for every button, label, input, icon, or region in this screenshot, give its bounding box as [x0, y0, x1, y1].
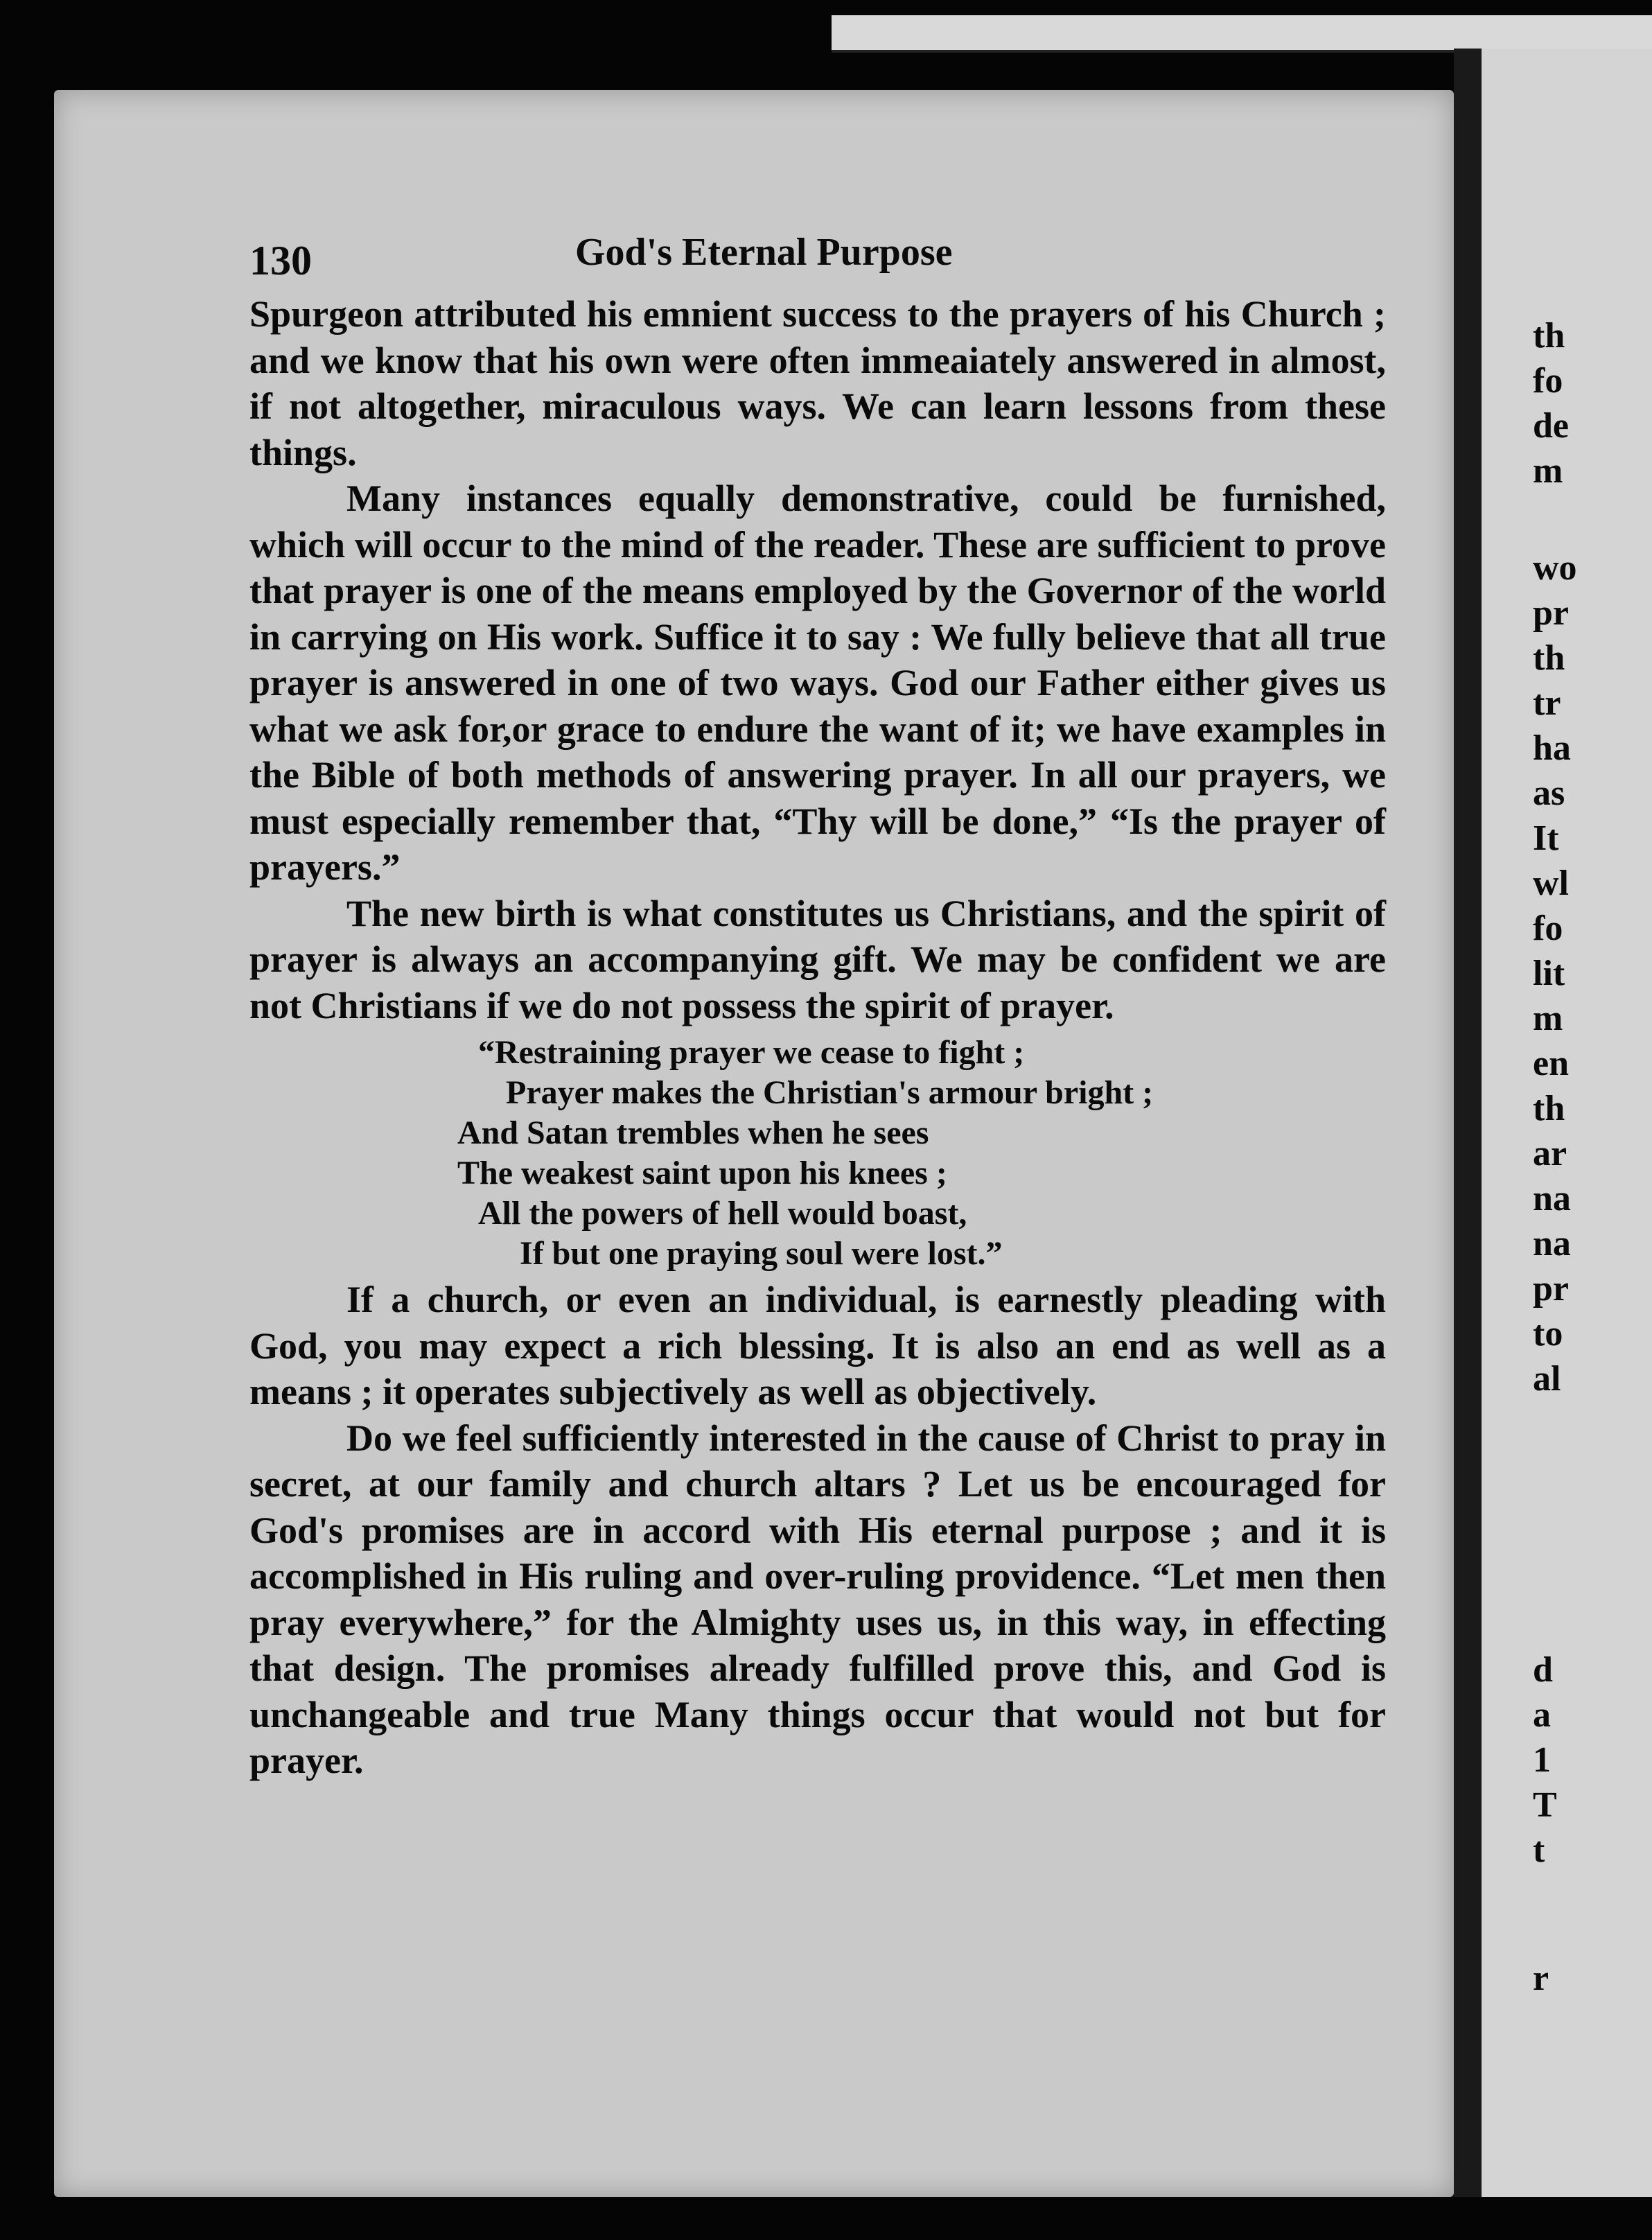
facing-fragment: fo — [1533, 909, 1563, 948]
facing-fragment: pr — [1533, 593, 1569, 633]
facing-fragment: na — [1533, 1179, 1571, 1218]
facing-fragment: m — [1533, 451, 1563, 491]
facing-fragment: pr — [1533, 1269, 1569, 1309]
poem-line: If but one praying soul were lost.” — [520, 1235, 1003, 1272]
facing-fragment: T — [1533, 1785, 1557, 1825]
book-gutter — [1454, 49, 1482, 2197]
facing-fragment: wo — [1533, 548, 1577, 588]
next-page-top-edge — [832, 15, 1652, 53]
facing-fragment: It — [1533, 819, 1559, 858]
facing-fragment: as — [1533, 773, 1565, 813]
paragraph: Many instances equally demonstrative, could be furnished, which will occur to the mind of the reader. These are sufficient to prove that prayer is one of the means employed by the Governor of the world in carrying on His work. Suffice it to say : We fully believe that all true prayer is answered in one of two ways. God our Father either gives us what we ask for,or grace to endure the want of it; we have examples in the Bible of both methods of answering prayer. In all our prayers, we must especially remember that, “Thy will be done,” “Is the prayer of prayers.” — [249, 478, 1386, 888]
poem-line: And Satan trembles when he sees — [457, 1114, 929, 1151]
facing-fragment: na — [1533, 1224, 1571, 1263]
facing-fragment: wl — [1533, 864, 1569, 903]
facing-fragment: en — [1533, 1044, 1569, 1083]
facing-fragment: r — [1533, 1959, 1549, 1998]
facing-fragment: th — [1533, 316, 1565, 356]
facing-fragment: tr — [1533, 683, 1561, 723]
poem-line: The weakest saint upon his knees ; — [457, 1155, 947, 1191]
facing-fragment: 1 — [1533, 1740, 1551, 1780]
facing-fragment: m — [1533, 999, 1563, 1038]
paragraph: If a church, or even an individual, is earnestly pleading with God, you may expect a rich blessing. It is also an end as well as a means ; it operates subjectively as well as objectively. — [249, 1279, 1386, 1412]
facing-fragment: t — [1533, 1830, 1545, 1870]
facing-fragment: de — [1533, 406, 1569, 446]
facing-fragment: lit — [1533, 954, 1565, 993]
facing-fragment: al — [1533, 1359, 1561, 1399]
paragraph: The new birth is what constitutes us Christians, and the spirit of prayer is always an accompanying gift. We may be confident we are not Christians if we do not possess the spirit of prayer. — [249, 892, 1386, 1026]
running-head — [249, 222, 1386, 283]
poem-line: “Restraining prayer we cease to fight ; — [478, 1034, 1025, 1071]
facing-fragment: a — [1533, 1695, 1551, 1735]
facing-fragment: th — [1533, 1089, 1565, 1128]
page-body — [249, 291, 1386, 1784]
facing-fragment: th — [1533, 638, 1565, 678]
page-number: 130 — [249, 238, 312, 283]
poem-line: All the powers of hell would boast, — [478, 1195, 967, 1232]
facing-fragment: ha — [1533, 728, 1571, 768]
facing-page — [1482, 49, 1652, 2197]
facing-fragment: fo — [1533, 361, 1563, 401]
book-title: God's Eternal Purpose — [575, 231, 953, 274]
facing-fragment: to — [1533, 1314, 1563, 1354]
poem-quotation — [249, 1033, 1386, 1274]
paragraph: Spurgeon attributed his emnient success to the prayers of his Church ; and we know that his own were often immeaiately answered in almost, if not altogether, miraculous ways. We can learn lessons from these things. — [249, 293, 1386, 473]
poem-line: Prayer makes the Christian's armour bright ; — [506, 1074, 1154, 1111]
paragraph: Do we feel sufficiently interested in the cause of Christ to pray in secret, at our family and church altars ? Let us be encouraged for God's promises are in accord with His eternal purpose ; and it is accomplished in His ruling and over-ruling providence. “Let men then pray everywhere,” for the Almighty uses us, in this way, in effecting that design. The promises already fulfilled prove this, and God is unchangeable and true Many things occur that would not but for prayer. — [249, 1417, 1386, 1781]
facing-fragment: ar — [1533, 1134, 1567, 1173]
facing-fragment: d — [1533, 1650, 1553, 1690]
